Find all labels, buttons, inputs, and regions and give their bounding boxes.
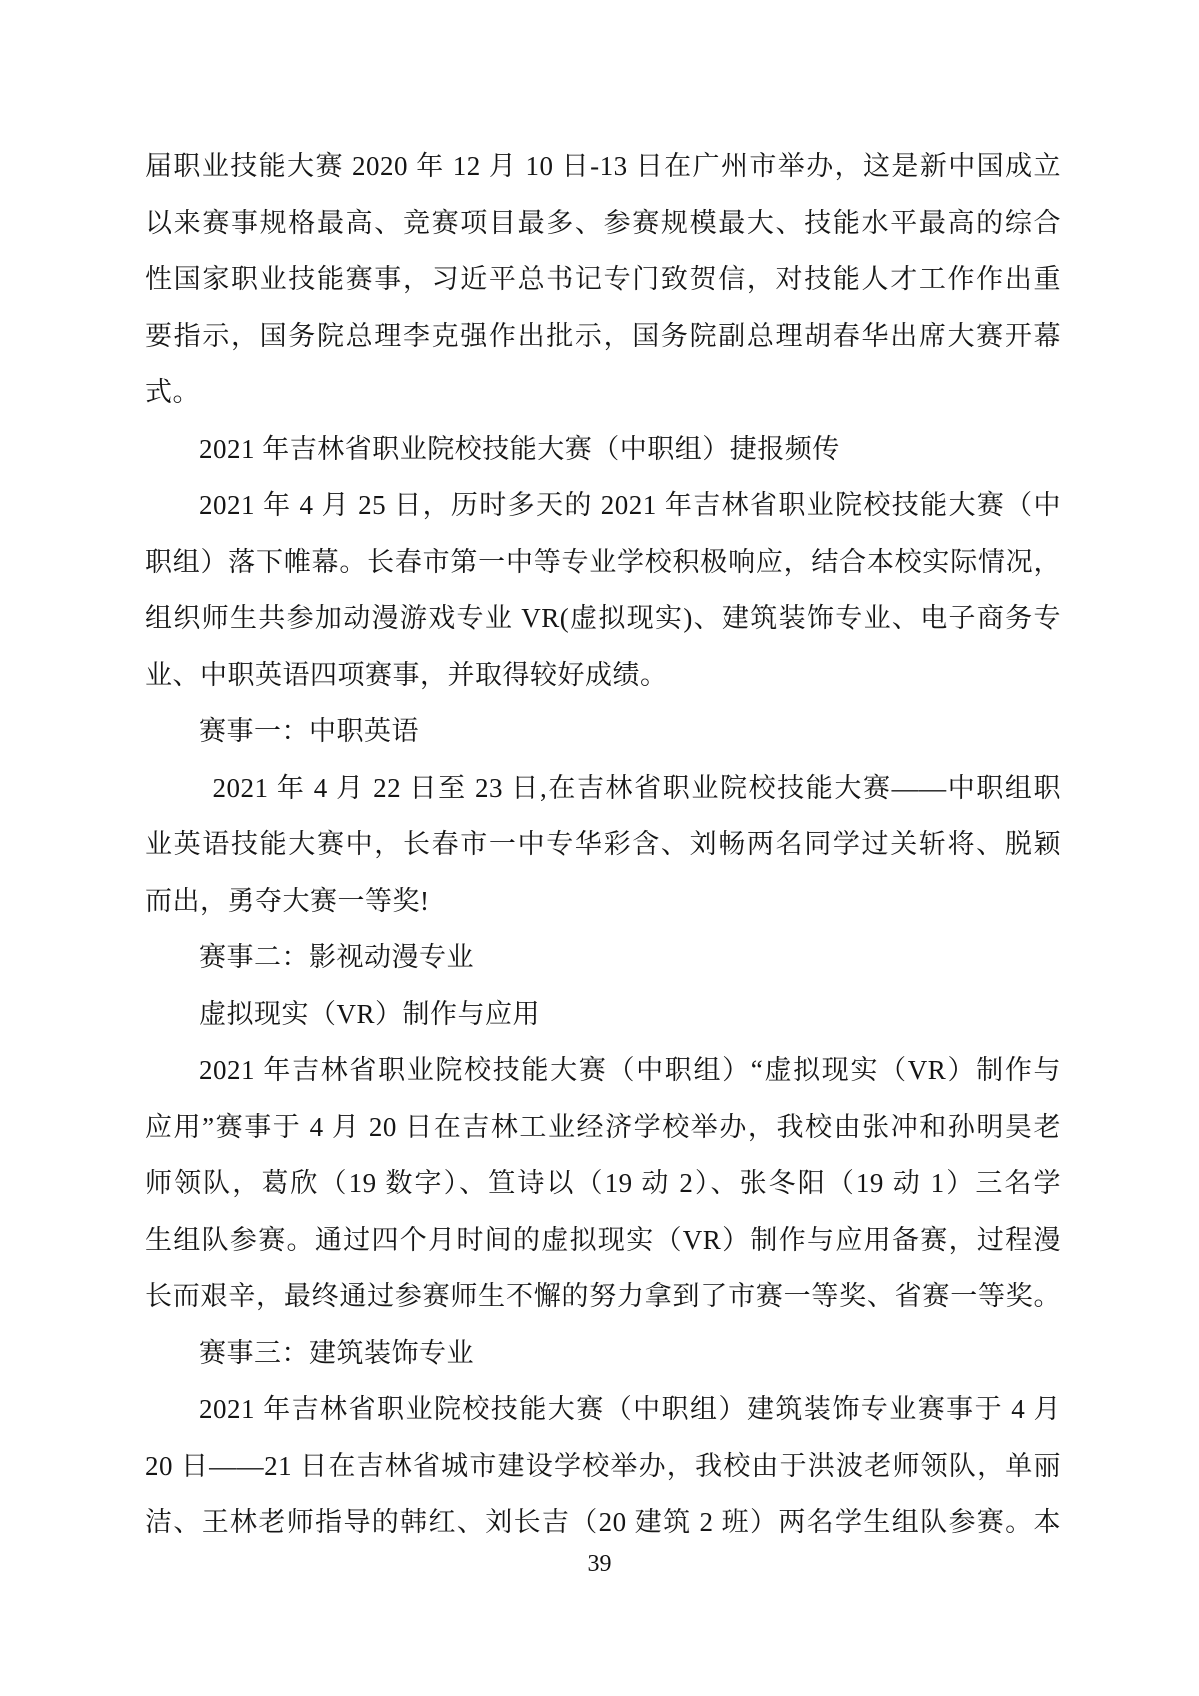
text-line: 2021 年 4 月 25 日，历时多天的 2021 年吉林省职业院校技能大赛（中 [199, 490, 1061, 520]
text-line: 2021 年吉林省职业院校技能大赛（中职组）“虚拟现实（VR）制作与 [199, 1055, 1061, 1085]
text-line: 虚拟现实（VR）制作与应用 [199, 998, 541, 1029]
text-line: 赛事三：建筑装饰专业 [199, 1337, 474, 1368]
text-line: 师领队，葛欣（19 数字）、笪诗以（19 动 2）、张冬阳（19 动 1）三名学 [145, 1168, 1061, 1198]
text-line: 赛事一：中职英语 [199, 716, 419, 746]
text-line: 业英语技能大赛中，长春市一中专华彩含、刘畅两名同学过关斩将、脱颖 [145, 829, 1061, 859]
text-line: 组织师生共参加动漫游戏专业 VR(虚拟现实)、建筑装饰专业、电子商务专 [145, 603, 1061, 633]
text-line: 业、中职英语四项赛事，并取得较好成绩。 [145, 659, 668, 690]
text-line: 赛事二：影视动漫专业 [199, 942, 474, 972]
text-line: 职组）落下帷幕。长春市第一中等专业学校积极响应，结合本校实际情况， [145, 546, 1061, 577]
text-line: 20 日——21 日在吉林省城市建设学校举办，我校由于洪波老师领队，单丽 [145, 1450, 1061, 1481]
text-line: 生组队参赛。通过四个月时间的虚拟现实（VR）制作与应用备赛，过程漫 [145, 1224, 1061, 1255]
text-line: 应用”赛事于 4 月 20 日在吉林工业经济学校举办，我校由张冲和孙明昊老 [145, 1111, 1061, 1142]
text-line: 洁、王林老师指导的韩红、刘长吉（20 建筑 2 班）两名学生组队参赛。本 [145, 1507, 1061, 1537]
text-line: 性国家职业技能赛事，习近平总书记专门致贺信，对技能人才工作作出重 [145, 264, 1061, 294]
text-line: 2021 年吉林省职业院校技能大赛（中职组）建筑装饰专业赛事于 4 月 [199, 1394, 1061, 1424]
document-body [145, 138, 1061, 1551]
text-line: 2021 年吉林省职业院校技能大赛（中职组）捷报频传 [199, 433, 840, 464]
text-line: 式。 [145, 377, 200, 407]
text-line: 2021 年 4 月 22 日至 23 日,在吉林省职业院校技能大赛——中职组职 [212, 772, 1061, 803]
text-line: 长而艰辛，最终通过参赛师生不懈的努力拿到了市赛一等奖、省赛一等奖。 [145, 1281, 1061, 1311]
text-line: 而出，勇夺大赛一等奖! [145, 885, 430, 916]
text-line: 届职业技能大赛 2020 年 12 月 10 日-13 日在广州市举办，这是新中国成立 [145, 151, 1061, 181]
text-line: 以来赛事规格最高、竞赛项目最多、参赛规模最大、技能水平最高的综合 [145, 207, 1061, 238]
page-footer [0, 1549, 1199, 1579]
page-number: 39 [587, 1551, 612, 1577]
text-line: 要指示，国务院总理李克强作出批示，国务院副总理胡春华出席大赛开幕 [145, 320, 1061, 351]
